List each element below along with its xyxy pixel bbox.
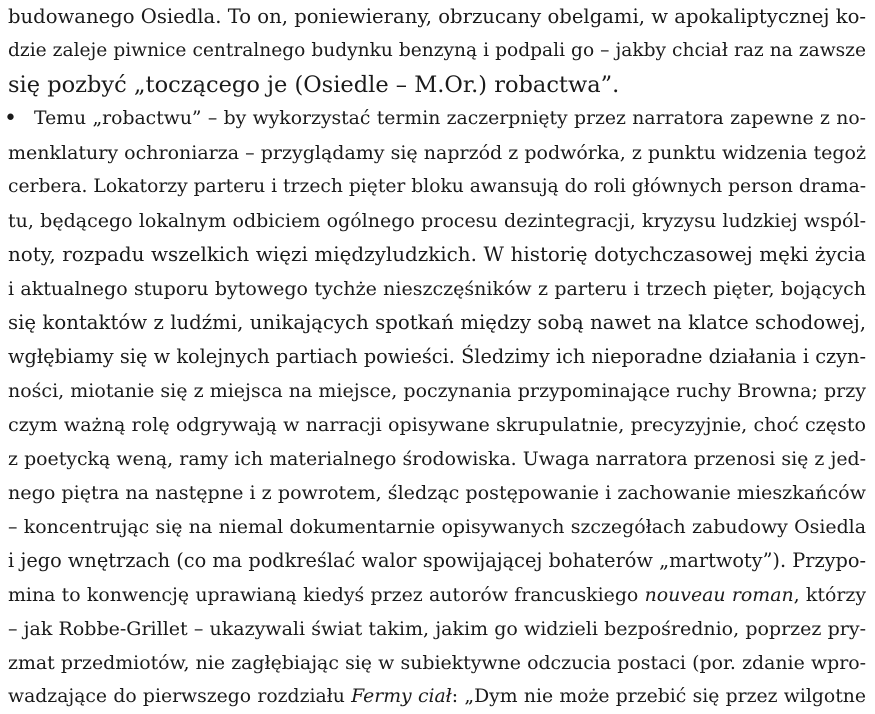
text-line: się pozbyć „toczącego je (Osiedle – M.Or.) robactwa”. — [8, 72, 620, 98]
text-line: menklatury ochroniarza – przyglądamy się naprzód z podwórka, z punktu widzenia tegoż — [8, 142, 866, 164]
text-segment: wadzające do pierwszego rozdziału — [8, 686, 352, 707]
text-line: ności, miotanie się z miejsca na miejsce, poczynania przypominające ruchy Browna; przy — [8, 380, 866, 402]
text-line — [8, 578, 866, 612]
italic-title: Fermy ciał — [351, 686, 452, 707]
bullet-marker: • — [4, 106, 17, 131]
text-segment: : „Dym nie może przebić się przez wilgotne — [451, 686, 866, 707]
text-line — [8, 680, 866, 714]
text-line: i jego wnętrzach (co ma podkreślać walor spowijającej bohaterów „martwoty”). Przypo- — [8, 549, 866, 572]
text-line: Temu „robactwu” – by wykorzystać termin zaczerpnięty przez narratora zapewne z no- — [34, 108, 866, 129]
text-line: – jak Robbe-Grillet – ukazywali świat takim, jakim go widzieli bezpośrednio, poprzez pry- — [8, 618, 866, 640]
text-line: czym ważną rolę odgrywają w narracji opisywane skrupulatnie, precyzyjnie, choć często — [8, 413, 866, 436]
text-line: z poetycką weną, ramy ich materialnego środowiska. Uwaga narratora przenosi się z jed- — [8, 448, 866, 470]
text-line: i aktualnego stuporu bytowego tychże nieszczęśników z parteru i trzech pięter, bojących — [8, 278, 866, 300]
italic-term: nouveau roman — [644, 584, 794, 606]
text-segment: , którzy — [793, 584, 866, 606]
text-line: noty, rozpadu wszelkich więzi międzyludzkich. W historię dotychczasowej męki życia — [8, 243, 866, 266]
text-line: cerbera. Lokatorzy parteru i trzech pięter bloku awansują do roli głównych person drama- — [8, 176, 867, 197]
text-line: tu, będącego lokalnym odbiciem ogólnego procesu dezintegracji, kryzysu ludzkiej wspól- — [8, 210, 866, 232]
text-line: zmat przedmiotów, nie zagłębiając się w subiektywne odczucia postaci (por. zdanie wpro- — [8, 652, 866, 674]
text-line: dzie zaleje piwnice centralnego budynku benzyną i podpali go – jakby chciał raz na zawsze — [8, 40, 866, 61]
text-line: nego piętra na następne i z powrotem, śledząc postępowanie i zachowanie mieszkańców — [8, 481, 866, 504]
text-segment: mina to konwencję uprawianą kiedyś przez autorów francuskiego — [8, 584, 645, 606]
text-line: się kontaktów z ludźmi, unikających spotkań między sobą nawet na klatce schodowej, — [8, 311, 866, 334]
text-line: budowanego Osiedla. To on, poniewierany, obrzucany obelgami, w apokaliptycznej ko- — [8, 5, 866, 28]
text-line: wgłębiamy się w kolejnych partiach powieści. Śledzimy ich nieporadne działania i czyn- — [8, 345, 866, 368]
text-line: – koncentrując się na niemal dokumentarnie opisywanych szczegółach zabudowy Osiedla — [8, 516, 866, 538]
